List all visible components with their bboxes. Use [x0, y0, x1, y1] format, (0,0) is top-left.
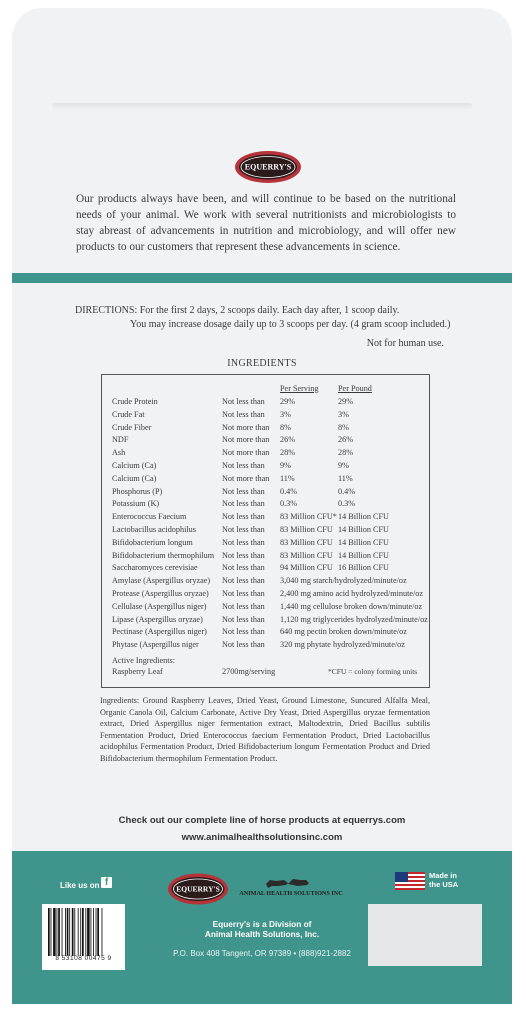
equerrys-logo: [234, 149, 302, 185]
ingredient-qualifier: Not less than: [222, 576, 265, 586]
full-ingredients-statement: Ingredients: Ground Raspberry Leaves, Dried Yeast, Ground Limestone, Suncured Alfalfa Meal, Organic Canola Oil, Calcium Carbonate, Active Dry Yeast, Dried Aspergillus oryzae fermentation extract, Dried Aspergillus niger fermentation extract, Maltodextrin, Dried Bacillus subtilis Fermentation Product, Dried Enterococcus faecium Fermentation Product, Dried Lactobacillus acidophilus Fermentation Product, Dried Bifidobacterium longum Fermentation Product and Dried Bifidobacterium thermophilum Fermentation Product.: [100, 696, 430, 763]
ingredient-name: Bifidobacterium thermophilum: [112, 550, 215, 560]
ingredient-qualifier: Not less than: [222, 499, 265, 509]
ingredient-per-pound: 28%: [338, 448, 354, 458]
ingredient-name: Enterococcus Faecium: [112, 512, 187, 522]
ingredient-name: Phosphorus (P): [112, 486, 163, 496]
ingredient-qualifier: Not less than: [222, 512, 265, 522]
ingredient-qualifier: Not less than: [222, 537, 265, 547]
barcode-number: 8 53108 00475 9: [55, 955, 112, 962]
ingredient-per-serving: 640 mg pectin broken down/minute/oz: [280, 627, 407, 637]
ingredients-title: INGREDIENTS: [227, 358, 297, 369]
ingredient-per-serving: 0.4%: [280, 486, 298, 496]
not-for-human-use: Not for human use.: [366, 338, 444, 349]
ingredient-per-serving: 1,440 mg cellulose broken down/minute/oz: [280, 601, 423, 611]
ingredient-per-pound: 14 Billion CFU: [338, 550, 389, 560]
ingredient-qualifier: Not less than: [222, 627, 265, 637]
ingredient-name: NDF: [112, 435, 129, 445]
ingredient-per-serving: 8%: [280, 422, 291, 432]
website-url: www.animalhealthsolutionsinc.com: [181, 832, 343, 843]
ingredient-per-serving: 26%: [280, 435, 296, 445]
ahs-logo-text: ANIMAL HEALTH SOLUTIONS INC: [239, 890, 343, 897]
ingredient-qualifier: Not less than: [222, 601, 265, 611]
product-bag-back: [12, 8, 512, 1004]
ingredient-name: Calcium (Ca): [112, 473, 157, 483]
ingredient-qualifier: Not less than: [222, 397, 265, 406]
ingredient-name: Crude Protein: [112, 397, 158, 406]
ingredient-per-serving: 3,040 mg starch/hydrolyzed/minute/oz: [280, 576, 407, 586]
ingredient-name: Lactobacillus acidophilus: [112, 525, 196, 534]
ingredient-qualifier: Not less than: [222, 550, 265, 560]
ingredient-per-serving: 29%: [280, 397, 296, 406]
facebook-icon: f: [101, 877, 112, 888]
active-ingredient-name: Raspberry Leaf: [112, 667, 163, 676]
ingredient-name: Bifidobacterium longum: [112, 537, 193, 547]
ingredient-per-pound: 8%: [338, 422, 349, 432]
ingredient-qualifier: Not less than: [222, 486, 265, 496]
header-per-pound: Per Pound: [338, 384, 372, 393]
header-per-serving: Per Serving: [280, 384, 319, 393]
usa-text: the USA: [429, 880, 459, 889]
division-line-1: Equerry's is a Division of: [212, 919, 312, 929]
ingredient-qualifier: Not less than: [222, 461, 265, 470]
ingredient-per-serving: 83 Million CFU: [280, 537, 333, 547]
ingredient-per-pound: 9%: [338, 461, 349, 470]
ingredient-qualifier: Not less than: [222, 409, 265, 419]
ingredient-per-pound: 16 Billion CFU: [338, 563, 389, 573]
ingredient-per-serving: 320 mg phytate hydrolyzed/minute/oz: [280, 640, 405, 650]
ingredient-qualifier: Not more than: [222, 422, 270, 432]
footer-logo-text: EQUERRY'S: [176, 884, 220, 894]
zipper-seal: [52, 103, 472, 109]
ingredient-name: Crude Fat: [112, 409, 145, 419]
ingredient-per-serving: 0.3%: [280, 499, 298, 509]
us-flag-icon: [395, 872, 425, 890]
equerrys-logo-footer: [167, 872, 229, 906]
ingredient-qualifier: Not less than: [222, 589, 265, 598]
animal-health-solutions-logo: [239, 875, 343, 903]
directions: [75, 304, 475, 332]
ingredient-name: Phytase (Aspergillus niger: [112, 640, 199, 650]
ingredient-name: Ash: [112, 448, 126, 458]
ingredient-qualifier: Not less than: [222, 614, 265, 624]
ingredient-per-pound: 29%: [338, 397, 354, 406]
ingredient-per-serving: 83 Million CFU*: [280, 512, 337, 522]
ingredient-qualifier: Not less than: [222, 640, 265, 650]
made-in-text: Made in: [429, 871, 457, 880]
ingredient-name: Calcium (Ca): [112, 461, 157, 470]
directions-line-2: You may increase dosage daily up to 3 scoops per day. (4 gram scoop included.): [130, 319, 451, 330]
footer-panel: [12, 851, 512, 1004]
directions-line-1: DIRECTIONS: For the first 2 days, 2 scoops daily. Each day after, 1 scoop daily.: [75, 305, 400, 316]
ingredient-per-pound: 26%: [338, 435, 354, 445]
ingredients-table: [101, 374, 430, 688]
active-ingredient-amount: 2700mg/serving: [222, 667, 276, 676]
ingredient-name: Potassium (K): [112, 499, 160, 509]
logo-text: EQUERRY'S: [244, 162, 292, 172]
checkout-block: [12, 812, 512, 846]
ingredient-name: Amylase (Aspergillus oryzae): [112, 576, 211, 586]
ingredient-per-pound: 0.4%: [338, 486, 356, 496]
ingredient-qualifier: Not less than: [222, 525, 265, 534]
ingredient-qualifier: Not more than: [222, 448, 270, 458]
ingredient-qualifier: Not more than: [222, 473, 270, 483]
made-in-usa: [429, 871, 458, 889]
like-us-text: Like us on: [60, 881, 100, 890]
checkout-text: Check out our complete line of horse products at equerrys.com: [118, 815, 406, 826]
division-line-2: Animal Health Solutions, Inc.: [204, 929, 320, 939]
ingredient-per-pound: 14 Billion CFU: [338, 512, 389, 522]
ingredient-per-serving: 83 Million CFU: [280, 550, 333, 560]
ingredient-name: Crude Fiber: [112, 422, 152, 432]
ingredient-name: Lipase (Aspergillus oryzae): [112, 614, 203, 624]
ingredient-name: Pectinase (Aspergillus niger): [112, 627, 207, 637]
ingredient-per-serving: 83 Million CFU: [280, 525, 333, 534]
ingredient-qualifier: Not more than: [222, 435, 270, 445]
ingredient-per-pound: 14 Billion CFU: [338, 525, 389, 534]
ingredient-per-serving: 11%: [280, 473, 295, 483]
lot-code-box: [368, 904, 482, 966]
active-ingredients-label: Active Ingredients:: [112, 656, 175, 665]
ingredient-per-pound: 11%: [338, 473, 353, 483]
ingredient-per-pound: 3%: [338, 409, 349, 419]
ingredient-per-serving: 28%: [280, 448, 296, 458]
ingredient-per-serving: 9%: [280, 461, 291, 470]
ingredient-name: Saccharomyces cerevisiae: [112, 563, 198, 573]
ingredient-qualifier: Not less than: [222, 563, 265, 573]
intro-paragraph: Our products always have been, and will continue to be based on the nutritional needs of your animal. We work with several nutritionists and microbiologists to stay abreast of advancements in nutrition and microbiology, and will offer new products to our customers that represent these advancements in science.: [76, 193, 456, 253]
ingredient-per-serving: 3%: [280, 409, 291, 419]
ingredient-per-pound: 14 Billion CFU: [338, 537, 389, 547]
teal-divider-band: [12, 273, 512, 283]
ingredient-per-serving: 1,120 mg triglycerides hydrolyzed/minute/oz: [280, 614, 428, 624]
ingredient-name: Cellulase (Aspergillus niger): [112, 601, 207, 611]
ingredient-name: Protease (Aspergillus oryzae): [112, 589, 209, 598]
company-address: P.O. Box 408 Tangent, OR 97389 • (888)921-2882: [173, 949, 351, 958]
ingredient-per-pound: 0.3%: [338, 499, 356, 509]
cfu-note: *CFU = colony forming units: [328, 667, 418, 676]
ingredient-per-serving: 94 Million CFU: [280, 563, 333, 573]
ingredient-per-serving: 2,400 mg amino acid hydrolyzed/minute/oz: [280, 589, 424, 598]
